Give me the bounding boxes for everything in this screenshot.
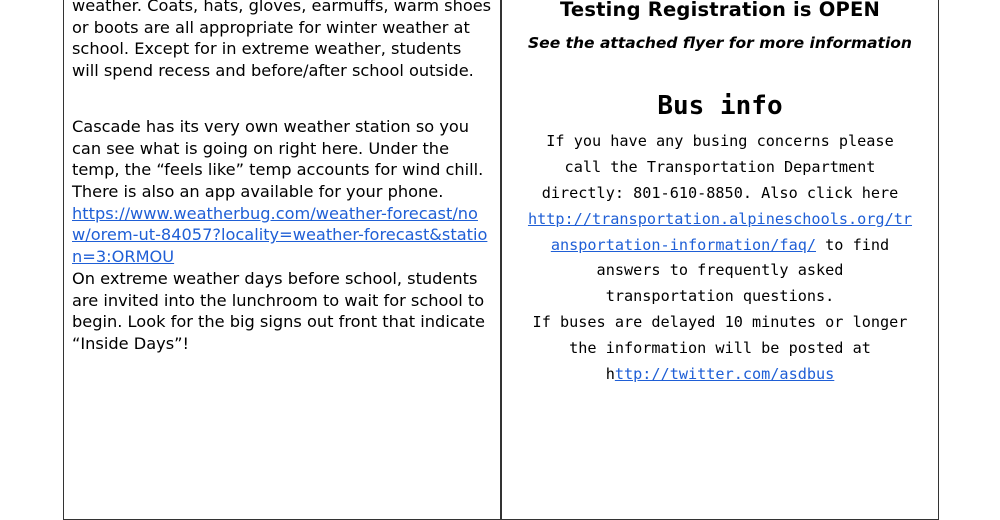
text-line: school. Except for in extreme weather, students [72, 39, 462, 59]
twitter-link[interactable]: ttp://twitter.com/asdbus [614, 365, 835, 384]
testing-flyer-note: See the attached flyer for more information [528, 34, 912, 52]
transportation-link-line [501, 233, 939, 259]
weatherbug-link-end-line [72, 246, 497, 268]
text-line: temp, the “feels like” temp accounts for wind chill. [72, 160, 484, 180]
text-line: If you have any busing concerns please [546, 132, 894, 150]
weatherbug-link[interactable]: w/orem-ut-84057?locality=weather-forecast&statio [72, 225, 488, 245]
twitter-line [501, 362, 939, 388]
text-line: “Inside Days”! [72, 333, 190, 353]
text-line: the information will be posted at [569, 339, 871, 358]
text-fragment: to find [816, 235, 890, 254]
bus-info-heading: Bus info [657, 91, 783, 121]
winter-clothing-paragraph [72, 0, 497, 82]
testing-registration-heading: Testing Registration is OPEN [559, 0, 881, 21]
text-line: Cascade has its very own weather station so you [72, 117, 470, 136]
weatherbug-link[interactable]: https://www.weatherbug.com/weather-forecast/no [72, 203, 478, 223]
transportation-faq-link[interactable]: http://transportation.alpineschools.org/tr [527, 209, 913, 228]
text-line: call the Transportation Department [564, 157, 876, 176]
text-line: weather. Coats, hats, gloves, earmuffs, warm shoes [72, 0, 492, 15]
text-fragment: h [605, 365, 615, 384]
text-line: transportation questions. [605, 287, 835, 306]
weather-station-paragraph [72, 116, 497, 355]
text-line: can see what is going on right here. Under the [72, 138, 450, 158]
text-line: are invited into the lunchroom to wait for school to [72, 290, 485, 310]
weatherbug-link[interactable]: n=3:ORMOU [72, 247, 175, 267]
text-line: directly: 801-610-8850. Also click here [541, 183, 899, 202]
text-line: begin. Look for the big signs out front that indicate [72, 312, 485, 332]
text-line: If buses are delayed 10 minutes or longer [532, 313, 908, 332]
text-line: answers to frequently asked [596, 261, 844, 280]
text-line: There is also an app available for your phone. [72, 182, 444, 202]
transportation-faq-link[interactable]: ansportation-information/faq/ [550, 235, 816, 254]
bus-info-body [501, 129, 939, 388]
text-line: will spend recess and before/after school outside. [72, 61, 474, 81]
text-line: or boots are all appropriate for winter weather at [72, 17, 470, 37]
text-line: On extreme weather days before school, students [72, 268, 478, 288]
